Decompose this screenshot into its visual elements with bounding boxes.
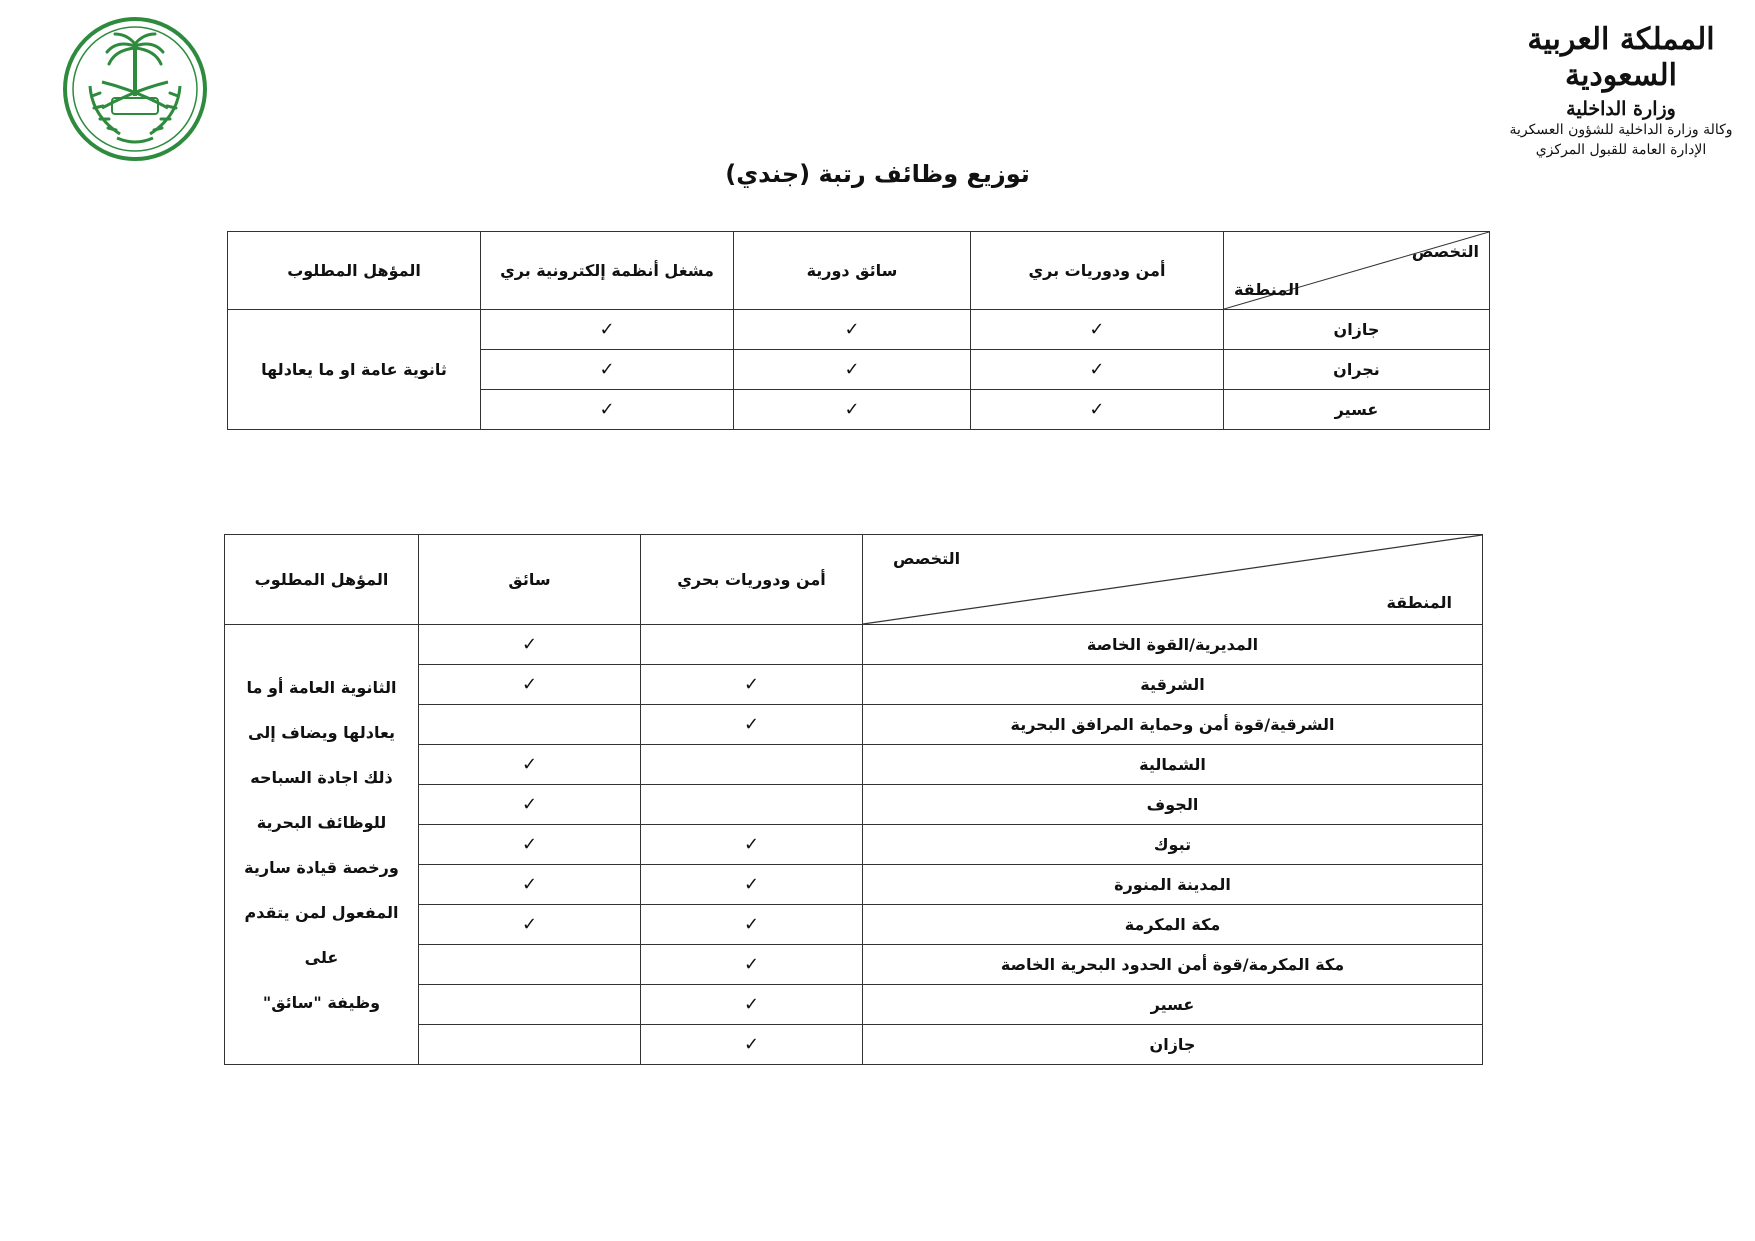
check-mark-icon xyxy=(419,1025,641,1065)
table-land-jobs xyxy=(227,231,1490,430)
check-mark-icon xyxy=(641,745,863,785)
check-mark-icon: ✓ xyxy=(641,905,863,945)
check-mark-icon: ✓ xyxy=(641,1025,863,1065)
region-cell: تبوك xyxy=(863,825,1483,865)
check-mark-icon xyxy=(419,985,641,1025)
region-cell: عسير xyxy=(863,985,1483,1025)
check-mark-icon: ✓ xyxy=(641,945,863,985)
check-mark-icon: ✓ xyxy=(970,310,1223,350)
ministry-name: وزارة الداخلية xyxy=(1566,98,1676,120)
table-row xyxy=(228,310,1490,350)
qualification-cell: ثانوية عامة او ما يعادلها xyxy=(228,310,481,430)
region-cell: الشمالية xyxy=(863,745,1483,785)
ministry-header xyxy=(1501,22,1741,160)
table2-corner-header xyxy=(863,535,1483,625)
region-label: المنطقة xyxy=(1386,593,1452,612)
column-header: مشغل أنظمة إلكترونية بري xyxy=(481,232,734,310)
check-mark-icon: ✓ xyxy=(734,390,971,430)
check-mark-icon: ✓ xyxy=(641,665,863,705)
region-cell: عسير xyxy=(1223,390,1489,430)
check-mark-icon: ✓ xyxy=(419,825,641,865)
column-header: سائق xyxy=(419,535,641,625)
check-mark-icon xyxy=(641,785,863,825)
qualification-cell xyxy=(225,625,419,1065)
check-mark-icon xyxy=(641,625,863,665)
check-mark-icon: ✓ xyxy=(481,310,734,350)
specialty-label: التخصص xyxy=(1411,242,1479,261)
region-cell: المدينة المنورة xyxy=(863,865,1483,905)
check-mark-icon: ✓ xyxy=(970,350,1223,390)
region-cell: جازان xyxy=(863,1025,1483,1065)
check-mark-icon: ✓ xyxy=(734,350,971,390)
qualification-line: يعادلها ويضاف إلى xyxy=(248,722,395,742)
check-mark-icon: ✓ xyxy=(970,390,1223,430)
check-mark-icon: ✓ xyxy=(481,390,734,430)
check-mark-icon: ✓ xyxy=(419,745,641,785)
agency-name: وكالة وزارة الداخلية للشؤون العسكرية xyxy=(1509,122,1733,138)
kingdom-name: المملكة العربية السعودية xyxy=(1527,22,1715,93)
region-cell: الشرقية xyxy=(863,665,1483,705)
check-mark-icon: ✓ xyxy=(419,785,641,825)
saudi-emblem-icon xyxy=(62,16,208,162)
specialty-label: التخصص xyxy=(893,549,961,568)
region-label: المنطقة xyxy=(1233,280,1300,299)
column-header: سائق دورية xyxy=(734,232,971,310)
check-mark-icon xyxy=(419,945,641,985)
region-cell: نجران xyxy=(1223,350,1489,390)
qualification-line: وظيفة "سائق" xyxy=(262,992,381,1012)
check-mark-icon: ✓ xyxy=(641,985,863,1025)
check-mark-icon: ✓ xyxy=(641,865,863,905)
column-header: أمن ودوريات بحري xyxy=(641,535,863,625)
check-mark-icon: ✓ xyxy=(734,310,971,350)
qualification-line: الثانوية العامة أو ما xyxy=(246,677,397,697)
column-header: أمن ودوريات بري xyxy=(970,232,1223,310)
region-cell: جازان xyxy=(1223,310,1489,350)
check-mark-icon: ✓ xyxy=(419,625,641,665)
check-mark-icon: ✓ xyxy=(419,665,641,705)
table-row xyxy=(225,625,1483,665)
qualification-header: المؤهل المطلوب xyxy=(225,535,419,625)
check-mark-icon: ✓ xyxy=(641,705,863,745)
region-cell: الجوف xyxy=(863,785,1483,825)
region-cell: مكة المكرمة xyxy=(863,905,1483,945)
check-mark-icon: ✓ xyxy=(419,905,641,945)
table1-corner-header xyxy=(1223,232,1489,310)
check-mark-icon xyxy=(419,705,641,745)
qualification-line: ورخصة قيادة سارية xyxy=(244,857,399,877)
region-cell: المديرية/القوة الخاصة xyxy=(863,625,1483,665)
qualification-line: للوظائف البحرية xyxy=(256,812,387,832)
department-name: الإدارة العامة للقبول المركزي xyxy=(1535,142,1707,158)
region-cell: الشرقية/قوة أمن وحماية المرافق البحرية xyxy=(863,705,1483,745)
document-title: توزيع وظائف رتبة (جندي) xyxy=(725,160,1030,188)
qualification-header: المؤهل المطلوب xyxy=(228,232,481,310)
check-mark-icon: ✓ xyxy=(419,865,641,905)
check-mark-icon: ✓ xyxy=(641,825,863,865)
qualification-line: المفعول لمن يتقدم على xyxy=(244,902,399,967)
check-mark-icon: ✓ xyxy=(481,350,734,390)
table-marine-jobs xyxy=(224,534,1483,1065)
region-cell: مكة المكرمة/قوة أمن الحدود البحرية الخاصة xyxy=(863,945,1483,985)
qualification-line: ذلك اجادة السباحه xyxy=(250,767,393,787)
